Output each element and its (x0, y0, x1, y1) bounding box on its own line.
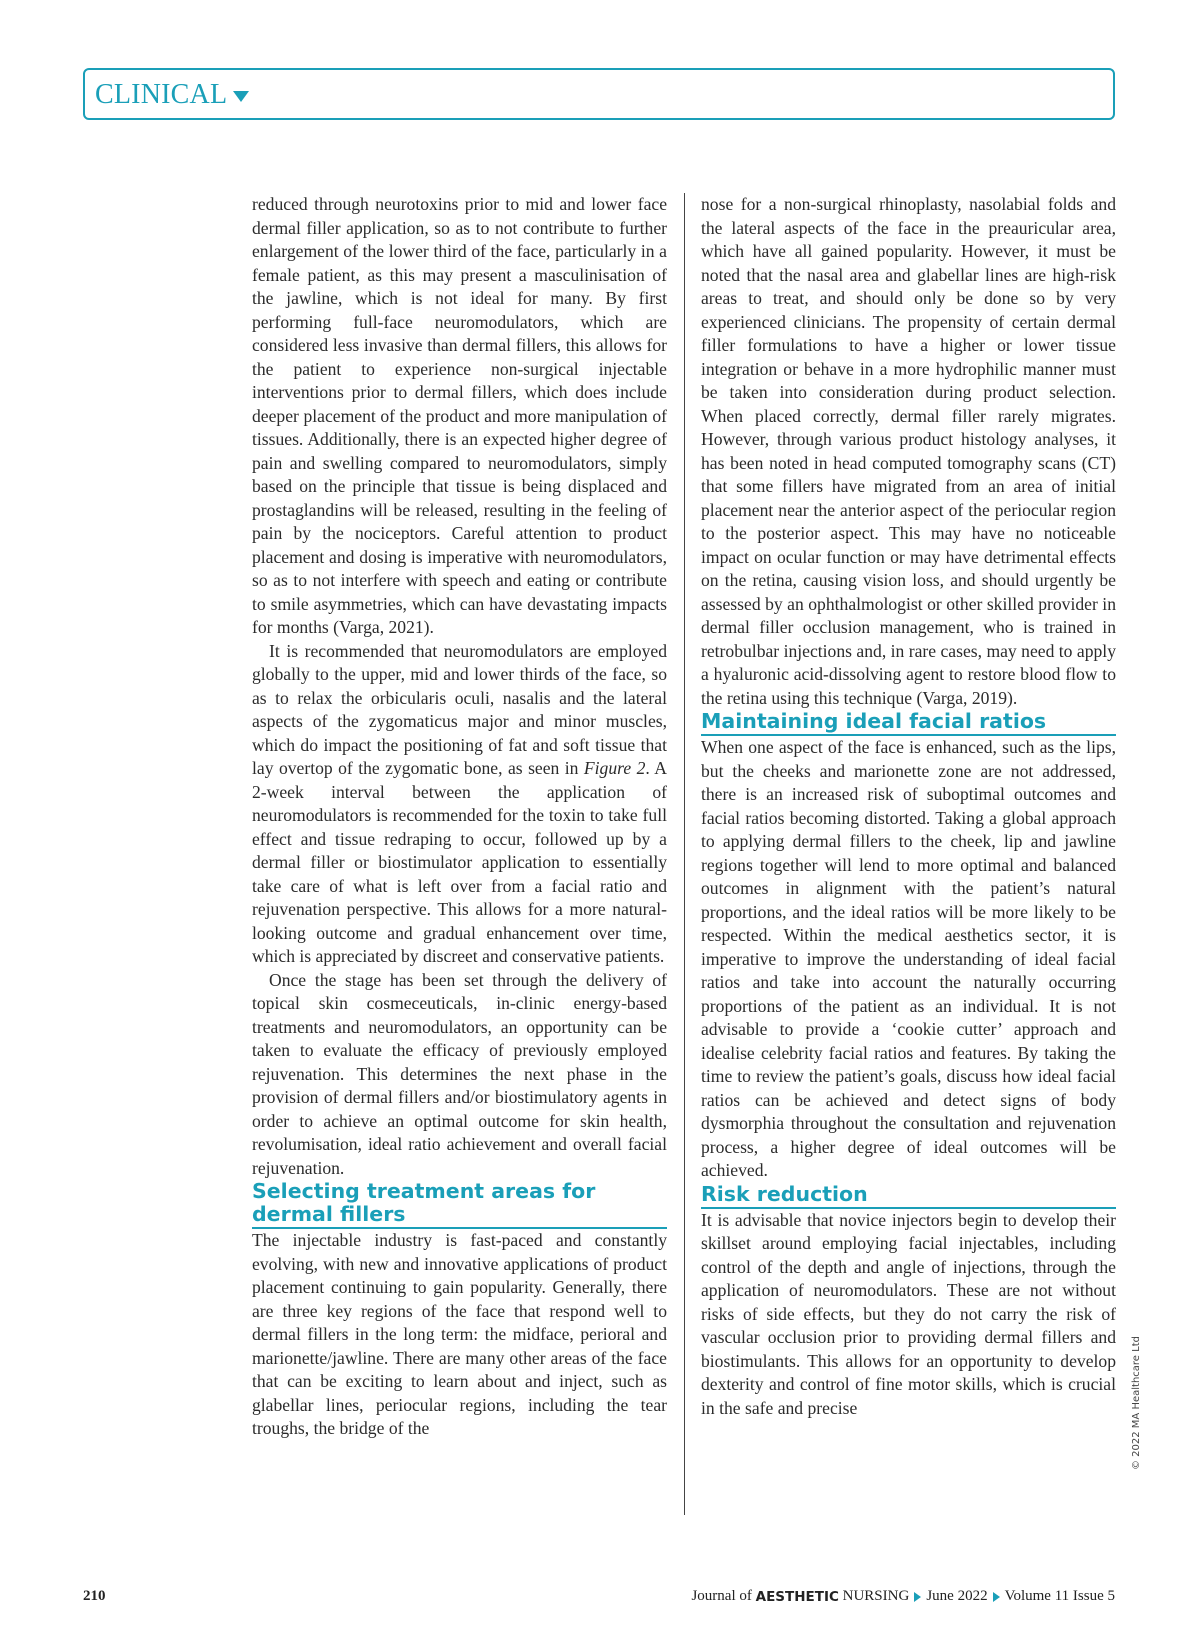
section-label: CLINICAL (95, 79, 228, 110)
paragraph-text: It is recommended that neuromodulators are employed globally to the upper, mid and lower thirds of the face, so as to relax the orbicularis oculi, nasalis and the lateral aspects of the zygomaticus major and minor muscles, which do impact the positioning of fat and soft tissue that lay overtop of the zygomatic bone, as seen in (252, 640, 667, 778)
journal-name-bold: AESTHETIC (755, 1588, 839, 1605)
section-heading: Maintaining ideal facial ratios (701, 710, 1116, 736)
paragraph-text: . A 2-week interval between the application of neuromodulators is recommended for the toxin to take full effect and tissue redraping to occur, followed up by a dermal filler or biostimulator application to essentially take care of what is left over from a facial ratio and rejuvenation perspective. This allows for a more natural-looking outcome and gradual enhancement over time, which is appreciated by discreet and conservative patients. (252, 758, 667, 966)
triangle-right-icon (993, 1592, 1000, 1602)
body-paragraph: Once the stage has been set through the delivery of topical skin cosmeceuticals, in-clinic energy-based treatments and neuromodulators, an opportunity can be taken to evaluate the efficacy of previously employed rejuvenation. This determines the next phase in the provision of dermal fillers and/or biostimulatory agents in order to achieve an optimal outcome for skin health, revolumisation, ideal ratio achievement and overall facial rejuvenation. (252, 969, 667, 1178)
body-paragraph: It is advisable that novice injectors begin to develop their skillset around employing facial injectables, including control of the depth and angle of injections, through the application of neuromodulators. These are not without risks of side effects, but they do not carry the risk of vascular occlusion prior to providing dermal fillers and biostimulants. This allows for an opportunity to develop dexterity and control of fine motor skills, which is crucial in the safe and precise (701, 1209, 1116, 1418)
journal-suffix: NURSING (842, 1588, 910, 1604)
section-tag (95, 79, 249, 111)
section-header-box (83, 68, 1115, 120)
body-paragraph: reduced through neurotoxins prior to mid and lower face dermal filler application, so as to not contribute to further enlargement of the lower third of the face, particularly in a female patient, as this may present a masculinisation of the jawline, which is not ideal for many. By first performing full-face neuromodulators, which are considered less invasive than dermal fillers, this allows for the patient to experience non-surgical injectable interventions prior to dermal fillers, which does include deeper placement of the product and more manipulation of tissues. Additionally, there is an expected higher degree of pain and swelling compared to neuromodulators, simply based on the principle that tissue is being displaced and prostaglandins will be released, resulting in the feeling of pain by the nociceptors. Careful attention to product placement and dosing is imperative with neuromodulators, so as to not interfere with speech and eating or contribute to smile asymmetries, which can have devastating impacts for months (Varga, 2021). (252, 194, 667, 637)
journal-prefix: Journal of (691, 1588, 752, 1604)
issue-date: June 2022 (926, 1588, 988, 1604)
left-column (252, 193, 667, 1441)
right-column (701, 193, 1116, 1420)
triangle-down-icon (233, 91, 249, 102)
section-heading: Risk reduction (701, 1183, 1116, 1209)
body-paragraph: nose for a non-surgical rhinoplasty, nasolabial folds and the lateral aspects of the face in the preauricular area, which have all gained popularity. However, it must be noted that the nasal area and glabellar lines are high-risk areas to treat, and should only be done so by very experienced clinicians. The propensity of certain dermal filler formulations to have a higher or lower tissue integration or behave in a more hydrophilic manner must be taken into consideration during product selection. When placed correctly, dermal filler rarely migrates. However, through various product histology analyses, it has been noted in head computed tomography scans (CT) that some fillers have migrated from an area of initial placement near the anterior aspect of the periocular region to the posterior aspect. This may have no noticeable impact on ocular function or may have detrimental effects on the retina, causing vision loss, and should urgently be assessed by an ophthalmologist or other skilled provider in dermal filler occlusion management, who is trained in retrobulbar injections and, in rare cases, may need to apply a hyaluronic acid-dissolving agent to restore blood flow to the retina using this technique (Varga, 2019). (701, 194, 1116, 708)
body-paragraph (252, 640, 667, 969)
triangle-right-icon (914, 1592, 921, 1602)
body-paragraph: When one aspect of the face is enhanced, such as the lips, but the cheeks and marionette zone are not addressed, there is an increased risk of suboptimal outcomes and facial ratios becoming distorted. Taking a global approach to applying dermal fillers to the cheek, lip and jawline regions together will lend to more optimal and balanced outcomes in alignment with the patient’s natural proportions, and the ideal ratios will be more likely to be respected. Within the medical aesthetics sector, it is imperative to improve the understanding of ideal facial ratios and take into account the naturally occurring proportions of the patient as an individual. It is not advisable to provide a ‘cookie cutter’ approach and idealise celebrity facial ratios and features. By taking the time to review the patient’s goals, discuss how ideal facial ratios can be achieved and detect signs of body dysmorphia throughout the consultation and rejuvenation process, a higher degree of ideal outcomes will be achieved. (701, 737, 1116, 1180)
volume-issue: Volume 11 Issue 5 (1004, 1588, 1115, 1604)
page-number: 210 (83, 1588, 106, 1604)
section-heading: Selecting treatment areas for dermal fillers (252, 1180, 667, 1229)
journal-footer (691, 1588, 1115, 1605)
column-divider (684, 193, 685, 1515)
figure-reference: Figure 2 (583, 758, 646, 778)
copyright-notice: © 2022 MA Healthcare Ltd (1131, 1336, 1142, 1470)
body-paragraph: The injectable industry is fast-paced and constantly evolving, with new and innovative applications of product placement continuing to gain popularity. Generally, there are three key regions of the face that respond well to dermal fillers in the long term: the midface, perioral and marionette/jawline. There are many other areas of the face that can be exciting to learn about and inject, such as glabellar lines, periocular regions, including the tear troughs, the bridge of the (252, 1230, 667, 1438)
